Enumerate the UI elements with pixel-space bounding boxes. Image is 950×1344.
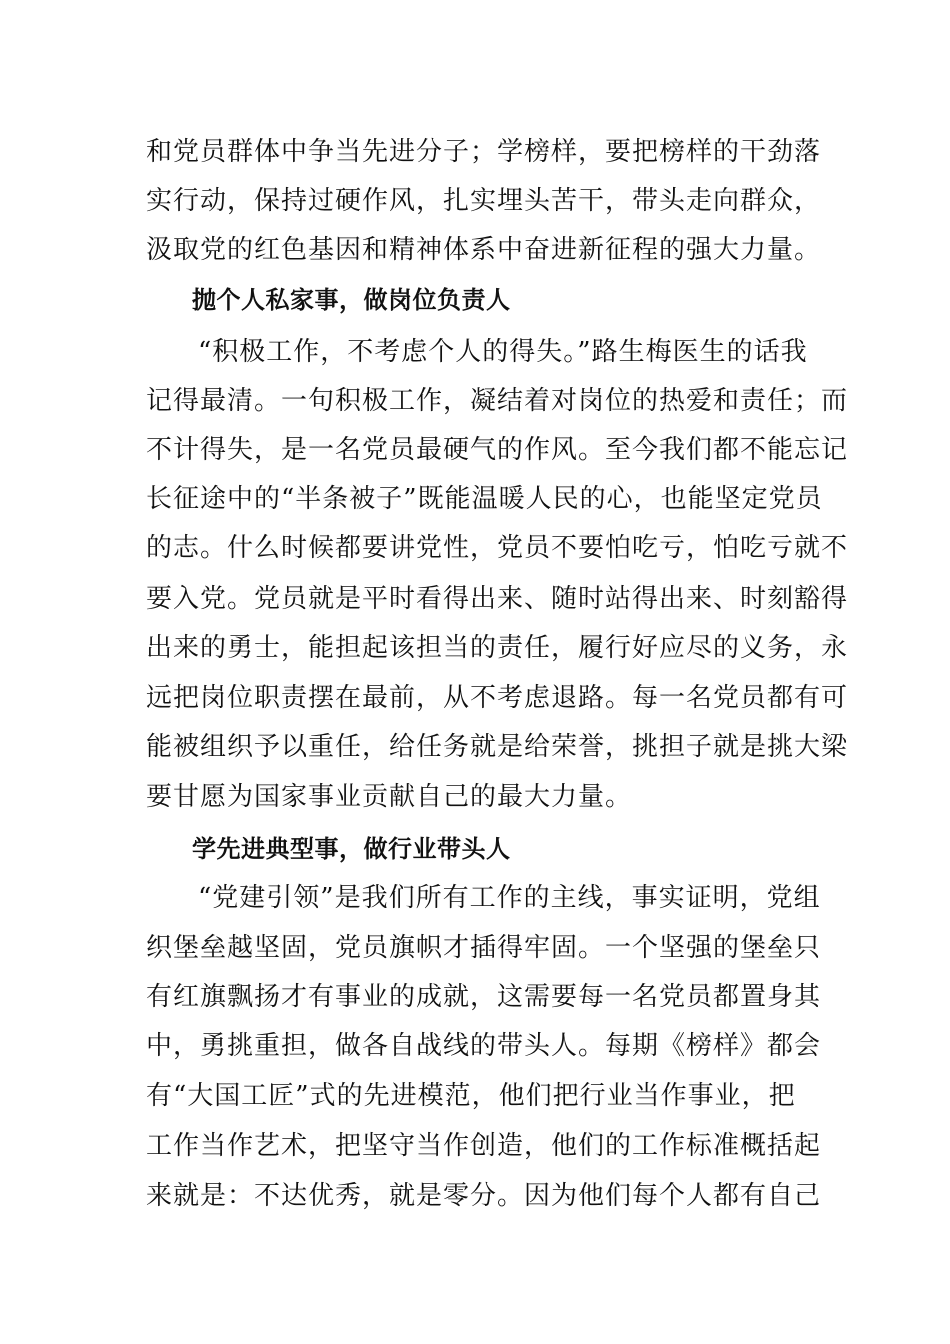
paragraph-line: 能被组织予以重任，给任务就是给荣誉，挑担子就是挑大梁 [146, 732, 849, 762]
paragraph-line: 的志。什么时候都要讲党性，党员不要怕吃亏，怕吃亏就不 [146, 533, 849, 563]
paragraph-line: 汲取党的红色基因和精神体系中奋进新征程的强大力量。 [146, 235, 822, 265]
paragraph-line: 织堡垒越坚固，党员旗帜才插得牢固。一个坚强的堡垒只 [146, 933, 822, 963]
paragraph-line: 出来的勇士，能担起该担当的责任，履行好应尽的义务，永 [146, 633, 849, 663]
paragraph-line: 实行动，保持过硬作风，扎实埋头苦干，带头走向群众， [146, 186, 822, 216]
paragraph-line: 和党员群体中争当先进分子；学榜样，要把榜样的干劲落 [146, 137, 822, 167]
paragraph-line: 记得最清。一句积极工作，凝结着对岗位的热爱和责任；而 [146, 386, 849, 416]
paragraph-line: 工作当作艺术，把坚守当作创造，他们的工作标准概括起 [146, 1131, 822, 1161]
paragraph-line: “党建引领”是我们所有工作的主线，事实证明，党组 [198, 883, 821, 913]
paragraph-line: “积极工作，不考虑个人的得失。”路生梅医生的话我 [198, 337, 808, 367]
paragraph-line: 有“大国工匠”式的先进模范，他们把行业当作事业，把 [146, 1081, 796, 1111]
paragraph-line: 远把岗位职责摆在最前，从不考虑退路。每一名党员都有可 [146, 683, 849, 713]
paragraph-line: 要甘愿为国家事业贡献自己的最大力量。 [146, 782, 633, 812]
paragraph-line: 不计得失，是一名党员最硬气的作风。至今我们都不能忘记 [146, 435, 849, 465]
section-heading: 学先进典型事，做行业带头人 [192, 835, 511, 863]
section-heading: 抛个人私家事，做岗位负责人 [192, 286, 511, 314]
paragraph-line: 有红旗飘扬才有事业的成就，这需要每一名党员都置身其 [146, 982, 822, 1012]
paragraph-line: 中，勇挑重担，做各自战线的带头人。每期《榜样》都会 [146, 1031, 822, 1061]
paragraph-line: 来就是：不达优秀，就是零分。因为他们每个人都有自己 [146, 1181, 822, 1211]
paragraph-line: 长征途中的“半条被子”既能温暖人民的心，也能坚定党员 [146, 484, 823, 514]
paragraph-line: 要入党。党员就是平时看得出来、随时站得出来、时刻豁得 [146, 584, 849, 614]
